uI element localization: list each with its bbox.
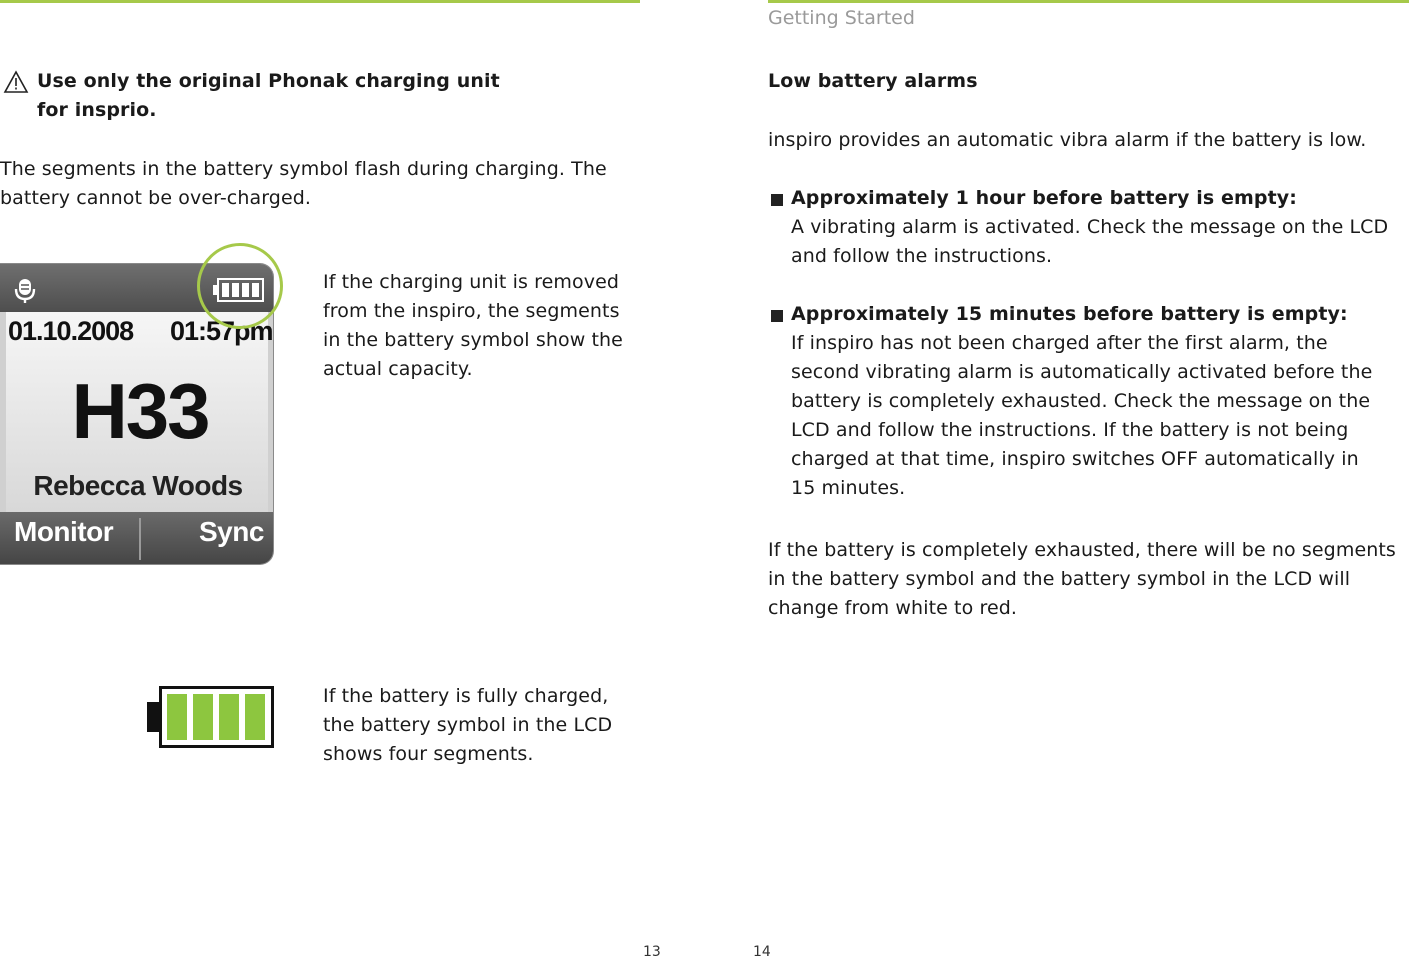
softkey-sync: Sync: [199, 516, 264, 547]
bullet-1-body: [791, 213, 1388, 271]
removed-line-3: in the battery symbol show the: [323, 329, 623, 351]
low-battery-intro: inspiro provides an automatic vibra alarm if the battery is low.: [768, 129, 1367, 151]
bullet-1-line-2: and follow the instructions.: [791, 245, 1053, 267]
bullet-2-line-2: second vibrating alarm is automatically activated before the: [791, 361, 1373, 383]
right-header-rule: [768, 0, 1409, 3]
low-battery-heading: Low battery alarms: [768, 70, 978, 92]
intro-line-2: battery cannot be over-charged.: [0, 187, 312, 209]
microphone-icon: [12, 277, 38, 309]
bullet-2-title: Approximately 15 minutes before battery is empty:: [791, 303, 1348, 325]
removed-line-4: actual capacity.: [323, 358, 473, 380]
removed-text: [323, 268, 638, 384]
closing-line-2: in the battery symbol and the battery symbol in the LCD will: [768, 568, 1351, 590]
battery-highlight-circle: [197, 243, 283, 329]
section-header: Getting Started: [768, 7, 915, 29]
bullet-2-line-5: charged at that time, inspiro switches OFF automatically in: [791, 448, 1359, 470]
full-line-2: the battery symbol in the LCD: [323, 714, 613, 736]
bullet-2-line-4: LCD and follow the instructions. If the battery is not being: [791, 419, 1349, 441]
lcd-user-name: Rebecca Woods: [33, 470, 243, 501]
lcd-date: 01.10.2008: [8, 316, 134, 346]
softkey-monitor: Monitor: [14, 516, 114, 547]
bullet-marker-2: [771, 310, 783, 322]
lcd-time: 01:57pm: [170, 316, 273, 346]
warning-line-1: Use only the original Phonak charging unit: [37, 70, 500, 92]
bullet-2-body: [791, 329, 1372, 503]
softkey-divider: [139, 518, 141, 560]
bullet-1-line-1: A vibrating alarm is activated. Check the message on the LCD: [791, 216, 1389, 238]
full-text: [323, 682, 638, 769]
removed-line-2: from the inspiro, the segments: [323, 300, 620, 322]
full-line-3: shows four segments.: [323, 743, 534, 765]
lcd-channel-code: H33: [71, 367, 209, 455]
left-header-rule: [0, 0, 640, 3]
bullet-2-line-1: If inspiro has not been charged after the first alarm, the: [791, 332, 1328, 354]
closing-paragraph: [768, 536, 1396, 623]
bullet-1-title: Approximately 1 hour before battery is empty:: [791, 187, 1297, 209]
warning-line-2: for insprio.: [37, 99, 157, 121]
closing-line-1: If the battery is completely exhausted, there will be no segments: [768, 539, 1396, 561]
page-number-left: 13: [643, 944, 661, 960]
bullet-marker-1: [771, 194, 783, 206]
warning-icon: [3, 70, 29, 98]
bullet-2-line-3: battery is completely exhausted. Check the message on the: [791, 390, 1371, 412]
bullet-2-line-6: 15 minutes.: [791, 477, 906, 499]
full-battery-icon: [147, 686, 275, 752]
full-line-1: If the battery is fully charged,: [323, 685, 609, 707]
removed-line-1: If the charging unit is removed: [323, 271, 620, 293]
page-number-right: 14: [753, 944, 771, 960]
intro-line-1: The segments in the battery symbol flash during charging. The: [0, 158, 607, 180]
closing-line-3: change from white to red.: [768, 597, 1018, 619]
